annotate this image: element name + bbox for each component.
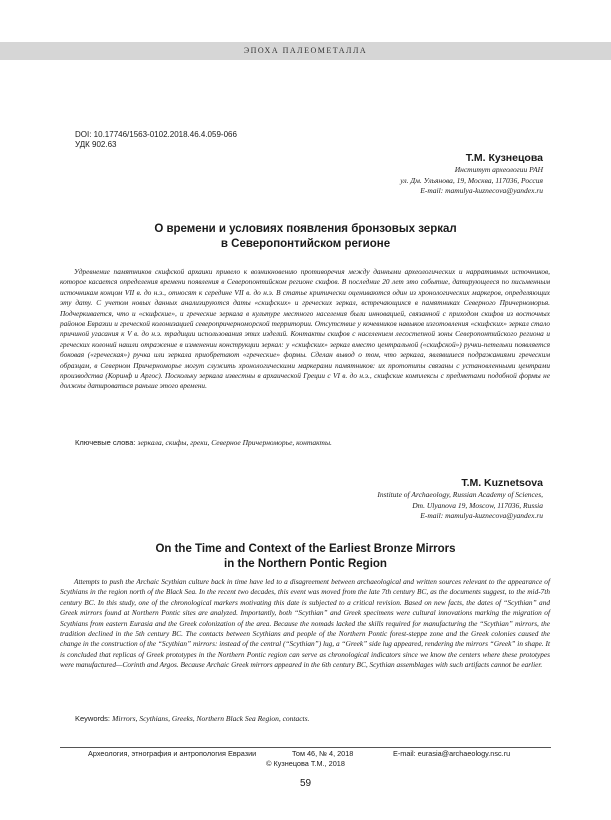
article-title-en-line1: On the Time and Context of the Earliest Bronze Mirrors [155, 543, 456, 555]
author-block-ru [400, 151, 543, 197]
footer-journal: Археология, этнография и антропология Евразии [88, 749, 257, 758]
author-institution-en: Institute of Archaeology, Russian Academy of Sciences, [377, 490, 543, 499]
page-number: 59 [299, 778, 312, 789]
author-email-ru[interactable]: E-mail: mamulya-kuznecova@yandex.ru [420, 186, 543, 195]
author-block-en [377, 476, 543, 522]
copyright: © Кузнецова Т.М., 2018 [266, 759, 345, 768]
abstract-ru: Удревнение памятников скифской архаики привело к возникновению противоречия между данными археологических и нарративных источников, которое касается определения времени появления в Северопонтийском регионе скифов. В последние 20 лет это событие, датирующееся по письменным источникам концом VII в. до н.э., относят к середине VII в. до н.э. В статье критически оцениваются один из хронологических маркеров, определяющих эту дату. С учетом новых данных анализируются даты «скифских» и греческих зеркал, встречающихся в памятниках Северного Причерноморья. Подчеркивается, что и «скифские», и греческие зеркала в культуре местного населения были инновацией, связанной с приходом скифов из восточных районов Евразии и греческой колонизацией северопричерноморской территории. Отсутствие у кочевников навыков изготовления «скифских» зеркал стало причиной угасания к V в. до н.э. традиции использования этих изделий. Контакты скифов с населением лесостепной зоны Северопонтийского региона и греческих колоний нашли отражение в изменении конструкции зеркал: у «скифских» зеркал вместо центральной («скифской») ручки-петельки появляется боковая («греческая») ручка или зеркала приобретают «греческие» формы. Сделан вывод о том, что зеркала, являвшиеся подражаниями греческим образцам, в Северном Причерноморье могут служить хронологическими маркерами памятников: их прототипы связаны с установленными центрами производства (Коринф и Аргос). Поскольку зеркала известны в архаической Греции с VI в. до н.э., скифские комплексы с предметами подобной формы не должны датироваться раньше этого времени. [60, 267, 550, 391]
keywords-ru [75, 438, 555, 448]
footer-email[interactable]: E-mail: eurasia@archaeology.nsc.ru [393, 749, 511, 758]
author-email-en[interactable]: E-mail: mamulya-kuznecova@yandex.ru [420, 511, 543, 520]
article-title-en-line2: in the Northern Pontic Region [224, 558, 387, 570]
footer-divider [60, 747, 551, 748]
author-name-ru: Т.М. Кузнецова [465, 152, 543, 164]
doi[interactable]: DOI: 10.17746/1563-0102.2018.46.4.059-066 [75, 130, 237, 139]
abstract-en: Attempts to push the Archaic Scythian culture back in time have led to a disagreement between archaeological and written sources relevant to the appearance of Scythians in the region north of the Black Sea. In the recent two decades, this event was moved from the late 7th century BC, as the documents suggest, to the mid-7th century BC. In this study, one of the chronological markers motivating this date is subjected to a critical revision. Based on new facts, the dates of “Scythian” and Greek mirrors found at Northern Pontic sites are analyzed. Importantly, both “Scythian” and Greek specimens were cultural innovations marking the migration of Scythians from eastern Eurasia and the Greek colonization of the area. Because the nomads lacked the skills required for manufacturing the “Scythian” mirrors, the tradition declined in the 5th century BC. The contacts between Scythians and people of the Northern Pontic forest-steppe zone and the Greek colonies caused the change in the construction of the “Scythian” mirrors: instead of the central (“Scythian”) lug, a “Greek” side lug appeared, rendering the mirrors “Greek” in shape. It is concluded that replicas of Greek prototypes in the Northern Pontic region can serve as chronological indicators since we know the centers where these prototypes were manufactured—Corinth and Argos. Because Archaic Greek mirrors appeared in the 6th century BC, Scythian assemblages with such artifacts cannot be earlier. [60, 577, 550, 670]
article-title-ru [60, 222, 551, 252]
udc: УДК 902.63 [75, 140, 117, 149]
keywords-label-en: Keywords: [75, 714, 111, 723]
author-address-en: Dm. Ulyanova 19, Moscow, 117036, Russia [412, 500, 543, 510]
author-address-ru: ул. Дм. Ульянова, 19, Москва, 117036, Россия [400, 175, 543, 185]
keywords-en [75, 714, 555, 724]
author-institution-ru: Институт археологии РАН [454, 165, 543, 174]
article-title-en [60, 542, 551, 572]
keywords-value-ru: зеркала, скифы, греки, Северное Причерноморье, контакты. [137, 438, 332, 447]
section-header: ЭПОХА ПАЛЕОМЕТАЛЛА [0, 42, 611, 60]
keywords-label-ru: Ключевые слова: [75, 438, 136, 447]
article-title-ru-line2: в Северопонтийском регионе [220, 238, 391, 250]
footer-issue: Том 46, № 4, 2018 [292, 749, 354, 758]
article-title-ru-line1: О времени и условиях появления бронзовых зеркал [154, 223, 457, 235]
author-name-en: T.M. Kuznetsova [461, 477, 543, 489]
keywords-value-en: Mirrors, Scythians, Greeks, Northern Black Sea Region, contacts. [112, 714, 310, 723]
